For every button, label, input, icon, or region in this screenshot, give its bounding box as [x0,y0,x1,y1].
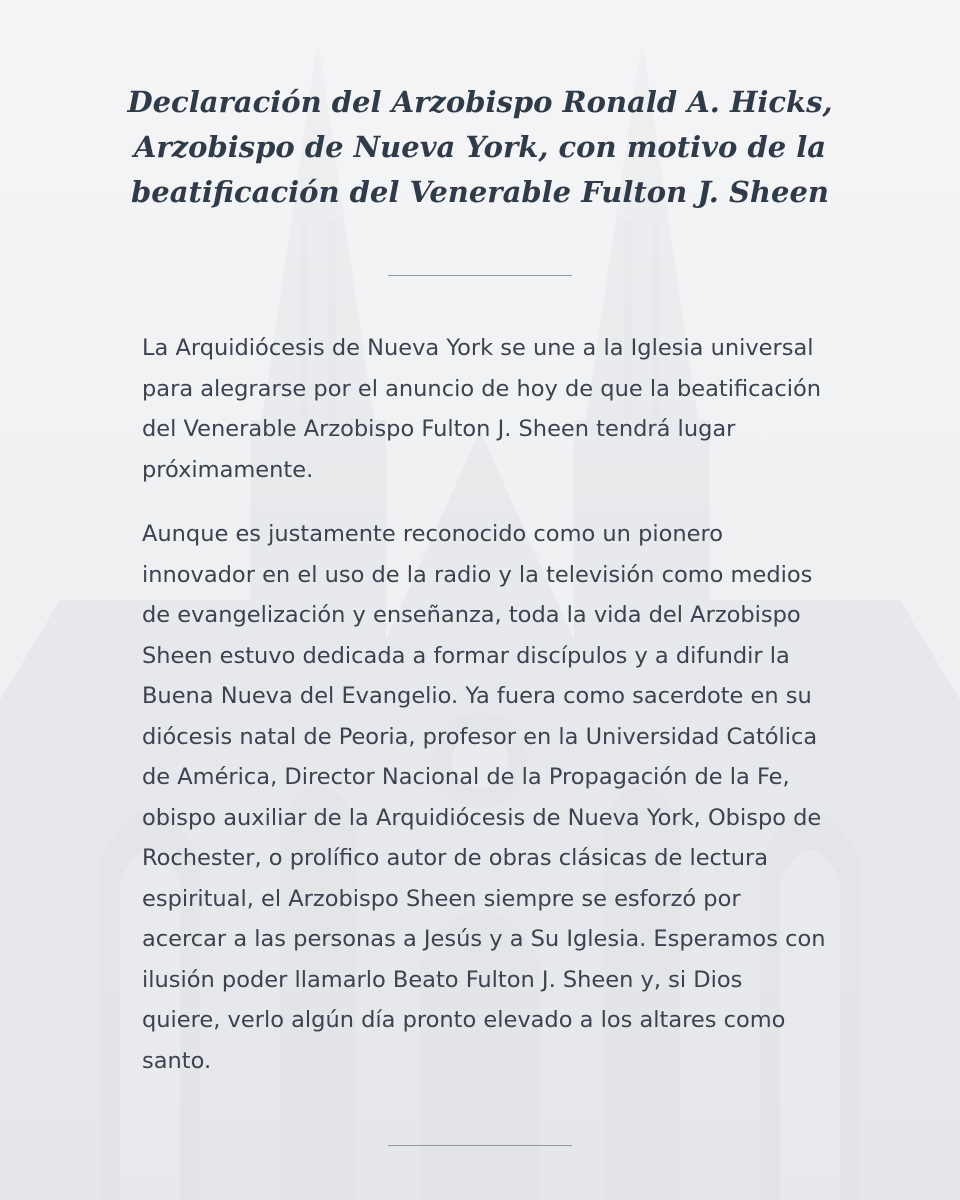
bottom-divider [388,1145,572,1146]
statement-title: Declaración del Arzobispo Ronald A. Hicks, Arzobispo de Nueva York, con motivo de la beatificación del Venerable Fulton J. Sheen [127,85,833,209]
paragraph-biography: Aunque es justamente reconocido como un pionero innovador en el uso de la radio y la televisión como medios de evangelización y enseñanza, toda la vida del Arzobispo Sheen estuvo dedicada a formar discípulos y a difundir la Buena Nueva del Evangelio. Ya fuera como sacerdote en su diócesis natal de Peoria, profesor en la Universidad Católica de América, Director Nacional de la Propagación de la Fe, obispo auxiliar de la Arquidiócesis de Nueva York, Obispo de Rochester, o prolífico autor de obras clásicas de lectura espiritual, el Arzobispo Sheen siempre se esforzó por acercar a las personas a Jesús y a Su Iglesia. Esperamos con ilusión poder llamarlo Beato Fulton J. Sheen y, si Dios quiere, verlo algún día pronto elevado a los altares como santo. [142,521,826,1074]
top-divider [388,275,572,276]
statement-body [142,328,827,1105]
paragraph-announcement: La Arquidiócesis de Nueva York se une a la Iglesia universal para alegrarse por el anuncio de hoy de que la beatificación del Venerable Arzobispo Fulton J. Sheen tendrá lugar próximamente. [142,335,821,483]
